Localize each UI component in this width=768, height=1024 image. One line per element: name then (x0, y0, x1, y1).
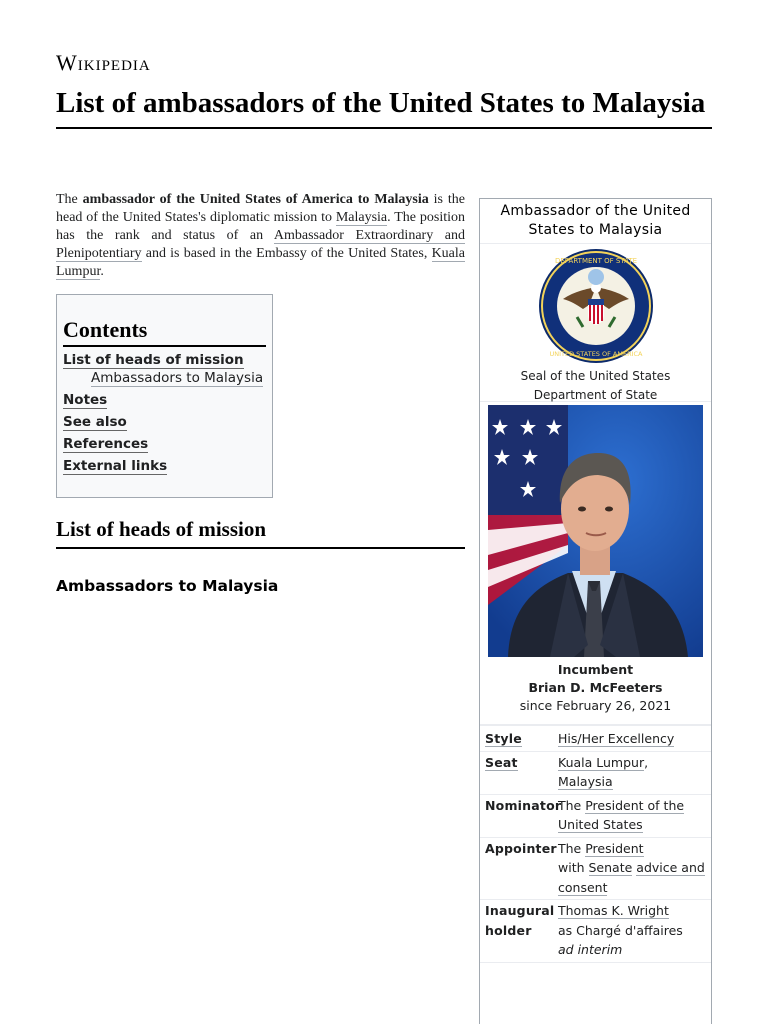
appointer-text: with (558, 860, 589, 875)
row-value (558, 839, 711, 898)
toc-item-label: External links (63, 458, 168, 474)
inaugural-key-line: holder (485, 922, 532, 938)
infobox-row-nominator (480, 795, 711, 838)
link-kuala-lumpur[interactable]: Kuala Lumpur (56, 246, 465, 279)
toc-item-label: See also (63, 414, 127, 430)
table-of-contents (56, 294, 273, 498)
state-department-seal-image[interactable] (537, 247, 655, 365)
infobox (479, 198, 712, 1024)
ambassador-portrait-photo[interactable] (488, 405, 703, 657)
toc-item-references[interactable] (63, 436, 266, 453)
link-malaysia[interactable]: Malaysia (558, 774, 613, 789)
row-key (480, 753, 558, 792)
infobox-seal-cell (480, 244, 711, 402)
toc-list (63, 352, 266, 475)
lead-text: . (100, 264, 104, 279)
seat-key-link[interactable]: Seat (485, 754, 518, 770)
svg-text:DEPARTMENT OF STATE: DEPARTMENT OF STATE (554, 257, 637, 265)
toc-item-external-links[interactable] (63, 458, 266, 475)
svg-text:UNITED STATES OF AMERICA: UNITED STATES OF AMERICA (549, 350, 642, 358)
lead-paragraph (56, 191, 465, 281)
toc-item-heads-of-mission[interactable] (63, 352, 266, 369)
style-value-link[interactable]: His/Her Excellency (558, 731, 675, 746)
page-title: List of ambassadors of the United States to Malaysia (56, 86, 712, 129)
row-key: Nominator (485, 797, 562, 813)
wikipedia-wordmark[interactable]: Wikipedia (56, 50, 151, 75)
link-ambassador-extraordinary[interactable]: Ambassador Extraordinary and Plenipotentiary (56, 228, 465, 261)
row-key (480, 729, 558, 749)
portrait-image (488, 405, 703, 657)
incumbent-label: Incumbent (557, 662, 634, 677)
link-president-of-the-united-states[interactable]: President of the United States (558, 797, 685, 832)
row-key: Appointer (485, 840, 557, 856)
row-value (558, 753, 711, 792)
appointer-text: The (558, 840, 586, 856)
link-thomas-k-wright[interactable]: Thomas K. Wright (558, 903, 669, 918)
link-advice-and-consent[interactable]: advice and consent (558, 860, 705, 895)
toc-title: Contents (63, 317, 266, 347)
seal-caption (480, 367, 711, 405)
toc-item-label: References (63, 436, 149, 452)
row-key (480, 901, 558, 960)
row-value (558, 729, 711, 749)
lead-text: is the head of the United States's diplomatic mission to (56, 192, 465, 225)
infobox-row-seat (480, 752, 711, 795)
inaugural-text: as Chargé d'affaires (558, 922, 683, 938)
link-kuala-lumpur[interactable]: Kuala Lumpur (558, 754, 645, 770)
link-president[interactable]: President (585, 840, 644, 856)
nominator-text: The (558, 797, 586, 813)
toc-item-label: Ambassadors to Malaysia (91, 370, 264, 386)
lead-bold-subject: ambassador of the United States of America to Malaysia (82, 192, 429, 207)
infobox-row-style (480, 728, 711, 752)
infobox-row-inaugural-holder (480, 900, 711, 963)
seal-caption-line: Department of State (533, 388, 658, 402)
seal-caption-line: Seal of the United States (520, 369, 671, 383)
toc-item-label: Notes (63, 392, 108, 408)
inaugural-italic: ad interim (558, 942, 623, 957)
incumbent-since: since February 26, 2021 (519, 698, 672, 713)
link-malaysia[interactable]: Malaysia (335, 210, 388, 225)
toc-item-see-also[interactable] (63, 414, 266, 431)
lead-text: . The position has the rank and status of an (56, 210, 465, 243)
incumbent-name[interactable]: Brian D. McFeeters (528, 680, 663, 695)
row-value (558, 796, 711, 835)
row-value (558, 901, 711, 960)
incumbent-cell (480, 657, 711, 726)
subsection-heading-ambassadors: Ambassadors to Malaysia (56, 577, 279, 595)
toc-item-label: List of heads of mission (63, 352, 244, 368)
toc-item-notes[interactable] (63, 392, 266, 409)
inaugural-key-line: Inaugural (485, 903, 555, 918)
section-heading-heads-of-mission: List of heads of mission (56, 517, 465, 549)
infobox-row-appointer (480, 838, 711, 901)
lead-text: The (56, 192, 83, 207)
toc-item-ambassadors-to-malaysia[interactable] (63, 370, 266, 387)
link-senate[interactable]: Senate (588, 860, 633, 875)
seat-comma: , (644, 754, 649, 770)
lead-text: and is based in the Embassy of the United States, (141, 246, 432, 261)
infobox-title: Ambassador of the United States to Malaysia (480, 199, 711, 244)
style-key-link[interactable]: Style (485, 731, 522, 746)
